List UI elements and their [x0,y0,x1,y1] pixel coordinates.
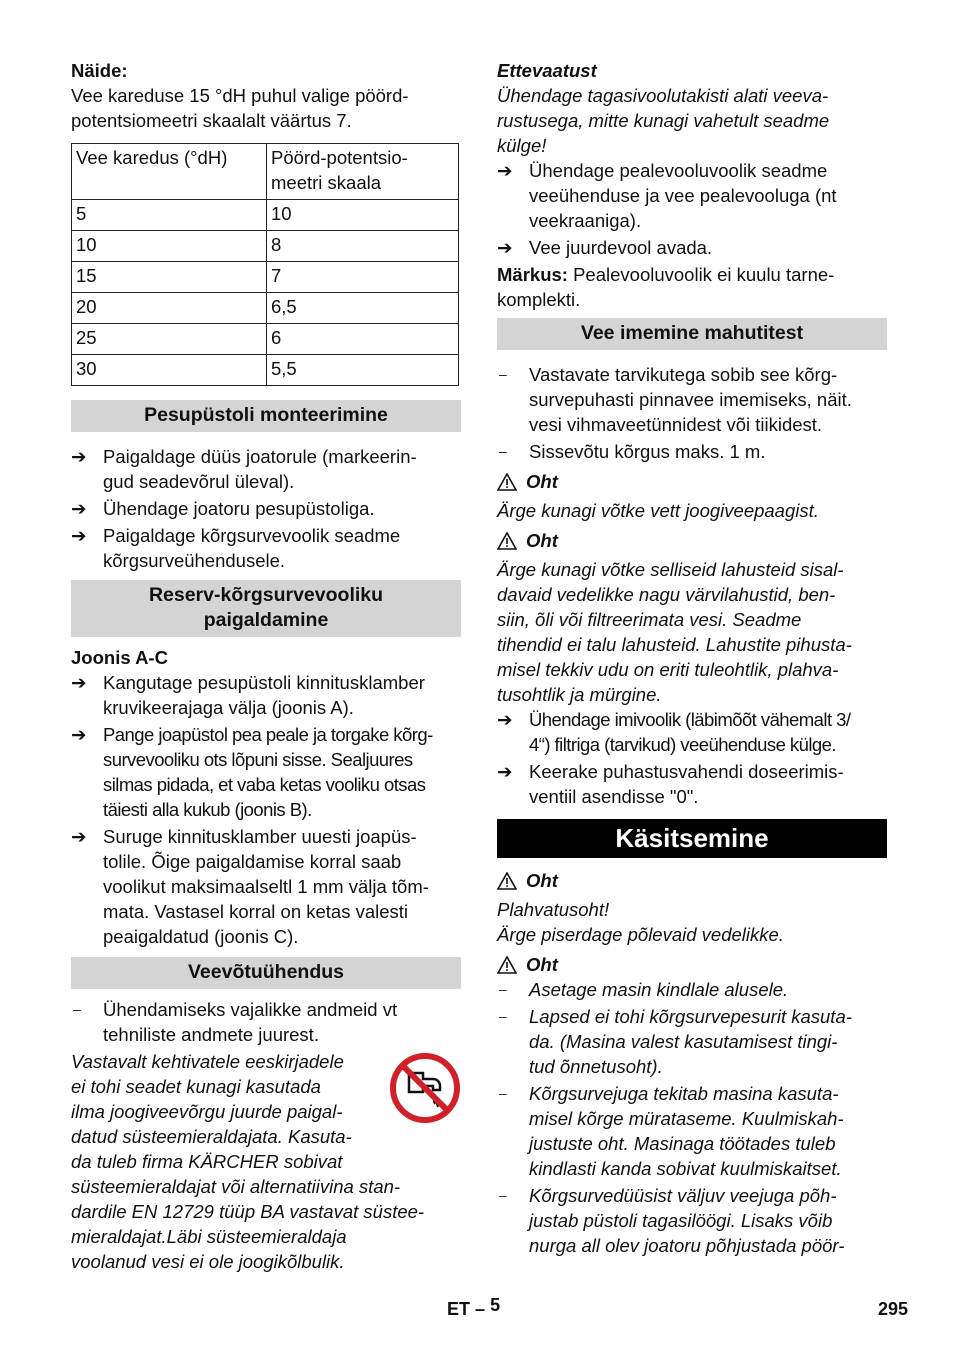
dash-bullet: – [499,1085,507,1101]
arrow-right-icon: ➔ [71,498,87,519]
list-item: – Kõrgsurvejuga tekitab masina kasuta- misel kõrge mürataseme. Kuulmiskah- justuste oht. Masinaga töötades tuleb kindlasti kanda sobivat kuulmiskaitset. [499,1083,844,1179]
arrow-right-icon: ➔ [497,160,513,181]
danger-heading: Oht [497,868,887,893]
danger-heading: Oht [497,469,887,494]
table-cell: 6 [267,324,459,355]
table-cell: 30 [72,355,267,386]
arrow-right-icon: ➔ [71,672,87,693]
list-item: ➔ Paigaldage düüs joatorule (markeerin- gud seadevõrul üleval). [71,446,417,492]
water-regulation-note: Vastavalt kehtivatele eeskirjadele ei tohi seadet kunagi kasutada ilma joogiveevõrgu juurde paigal- datud süsteemieraldajata. Kasuta- da tuleb firma KÄRCHER sobivat süsteemieraldajat või alternatiivina stan- dardile EN 12729 tüüp BA vastavat süstee- mieraldajat.Läbi süsteemieraldaja voolanud vesi ei ole joogikõlbulik. [71,1049,461,1274]
table-cell: 10 [72,231,267,262]
table-cell: 5 [72,200,267,231]
list-item: – Ühendamiseks vajalikke andmeid vt tehniliste andmete juurest. [73,999,398,1045]
table-row [72,293,459,324]
list-item: ➔ Keerake puhastusvahendi doseerimis- ventiil asendisse "0". [497,761,844,807]
danger-heading: Oht [497,952,887,977]
dash-bullet: – [499,981,507,997]
dash-bullet: – [499,366,507,382]
table-row [72,200,459,231]
arrow-right-icon: ➔ [71,446,87,467]
left-column [71,58,461,1274]
arrow-right-icon: ➔ [71,724,86,745]
table-cell: 10 [267,200,459,231]
dash-bullet: – [499,443,507,459]
table-header-row [72,144,459,200]
section-heading-suction: Vee imemine mahutitest [497,318,887,350]
danger-text: Plahvatusoht! Ärge piserdage põlevaid vedelikke. [497,899,784,945]
arrow-right-icon: ➔ [71,826,87,847]
warning-triangle-icon [497,872,517,890]
table-row [72,355,459,386]
table-cell: 20 [72,293,267,324]
table-cell: 25 [72,324,267,355]
water-hardness-table [71,143,459,386]
section-heading-operation: Käsitsemine [497,819,887,858]
list-item: ➔ Vee juurdevool avada. [497,237,713,258]
arrow-right-icon: ➔ [497,709,512,730]
local-page-number: 5 [490,1295,501,1315]
note: Märkus: Pealevooluvoolik ei kuulu tarne- komplekti. [497,264,835,310]
danger-text: Ärge kunagi võtke vett joogiveepaagist. [497,500,819,521]
no-drinking-water-icon [389,1051,461,1125]
table-cell: 8 [267,231,459,262]
warning-triangle-icon [497,473,517,491]
list-item: – Kõrgsurvedüüsist väljuv veejuga põh- justab püstoli tagasilöögi. Lisaks võib nurga all olev joatoru põhjustada pöör- [499,1185,845,1256]
dash-bullet: – [73,1001,81,1017]
warning-triangle-icon [497,532,517,550]
table-header-cell: Pöörd-potentsio- meetri skaala [267,144,459,200]
figure-reference: Joonis A-C [71,647,168,668]
list-item: ➔ Pange joapüstol pea peale ja torgake kõrg- survevooliku ots lõpuni sisse. Sealjuures silmas pidada, et vaba ketas vooliku otsas täiesti alla kukub (joonis B). [71,724,433,820]
table-row [72,262,459,293]
caution-text: Ühendage tagasivoolutakisti alati veeva- rustusega, mitte kunagi vahetult seadme külge! [497,85,830,156]
table-header-cell: Vee karedus (°dH) [72,144,267,200]
page-number: 295 [878,1299,909,1319]
list-item: – Asetage masin kindlale alusele. [499,979,789,1000]
section-heading-reserve-hose: Reserv-kõrgsurvevooliku paigaldamine [71,580,461,637]
danger-heading: Oht [497,528,887,553]
caution-heading: Ettevaatust [497,60,597,81]
list-item: – Sissevõtu kõrgus maks. 1 m. [499,441,766,462]
table-cell: 15 [72,262,267,293]
table-row [72,324,459,355]
section-heading-pistol: Pesupüstoli monteerimine [71,400,461,432]
example-heading: Näide: [71,60,128,81]
table-cell: 7 [267,262,459,293]
footer-language: ET – 5 [447,1295,501,1319]
table-row [72,231,459,262]
section-heading-water-connection: Veevõtuühendus [71,957,461,989]
table-cell: 5,5 [267,355,459,386]
dash-bullet: – [499,1187,507,1203]
warning-triangle-icon [497,956,517,974]
list-item: – Lapsed ei tohi kõrgsurvepesurit kasuta- da. (Masina valest kasutamisest tingi- tud õnnetusoht). [499,1006,852,1077]
note-label: Märkus: [497,264,568,285]
example-text: Vee kareduse 15 °dH puhul valige pöörd- potentsiomeetri skaalalt väärtus 7. [71,85,409,131]
list-item: ➔ Paigaldage kõrgsurvevoolik seadme kõrgsurveühendusele. [71,525,401,571]
arrow-right-icon: ➔ [497,237,513,258]
arrow-right-icon: ➔ [497,761,513,782]
list-item: – Vastavate tarvikutega sobib see kõrg- survepuhasti pinnavee imemiseks, näit. vesi vihmaveetünnidest või tiikidest. [499,364,852,435]
danger-text: Ärge kunagi võtke selliseid lahusteid sisal- davaid vedelikke nagu värvilahustid, ben- siin, õli või filtreerimata vesi. Seadme tihendid ei talu lahusteid. Lahustite pihusta- misel tekkiv udu on eriti tuleohtlik, plahva- tusohtlik ja mürgine. [497,559,852,705]
list-item: ➔ Ühendage imivoolik (läbimõõt vähemalt 3/ 4“) filtriga (tarvikud) veeühenduse külge. [497,709,851,755]
arrow-right-icon: ➔ [71,525,87,546]
list-item: ➔ Ühendage joatoru pesupüstoliga. [71,498,375,519]
list-item: ➔ Ühendage pealevooluvoolik seadme veeühenduse ja vee pealevooluga (nt veekraaniga). [497,160,837,231]
list-item: ➔ Suruge kinnitusklamber uuesti joapüs- tolile. Õige paigaldamise korral saab voolikut maksimaalseltl 1 mm välja tõm- mata. Vastasel korral on ketas valesti peaigaldatud (joonis C). [71,826,429,947]
right-column [497,58,887,1258]
table-cell: 6,5 [267,293,459,324]
list-item: ➔ Kangutage pesupüstoli kinnitusklamber kruvikeerajaga välja (joonis A). [71,672,425,718]
dash-bullet: – [499,1008,507,1024]
